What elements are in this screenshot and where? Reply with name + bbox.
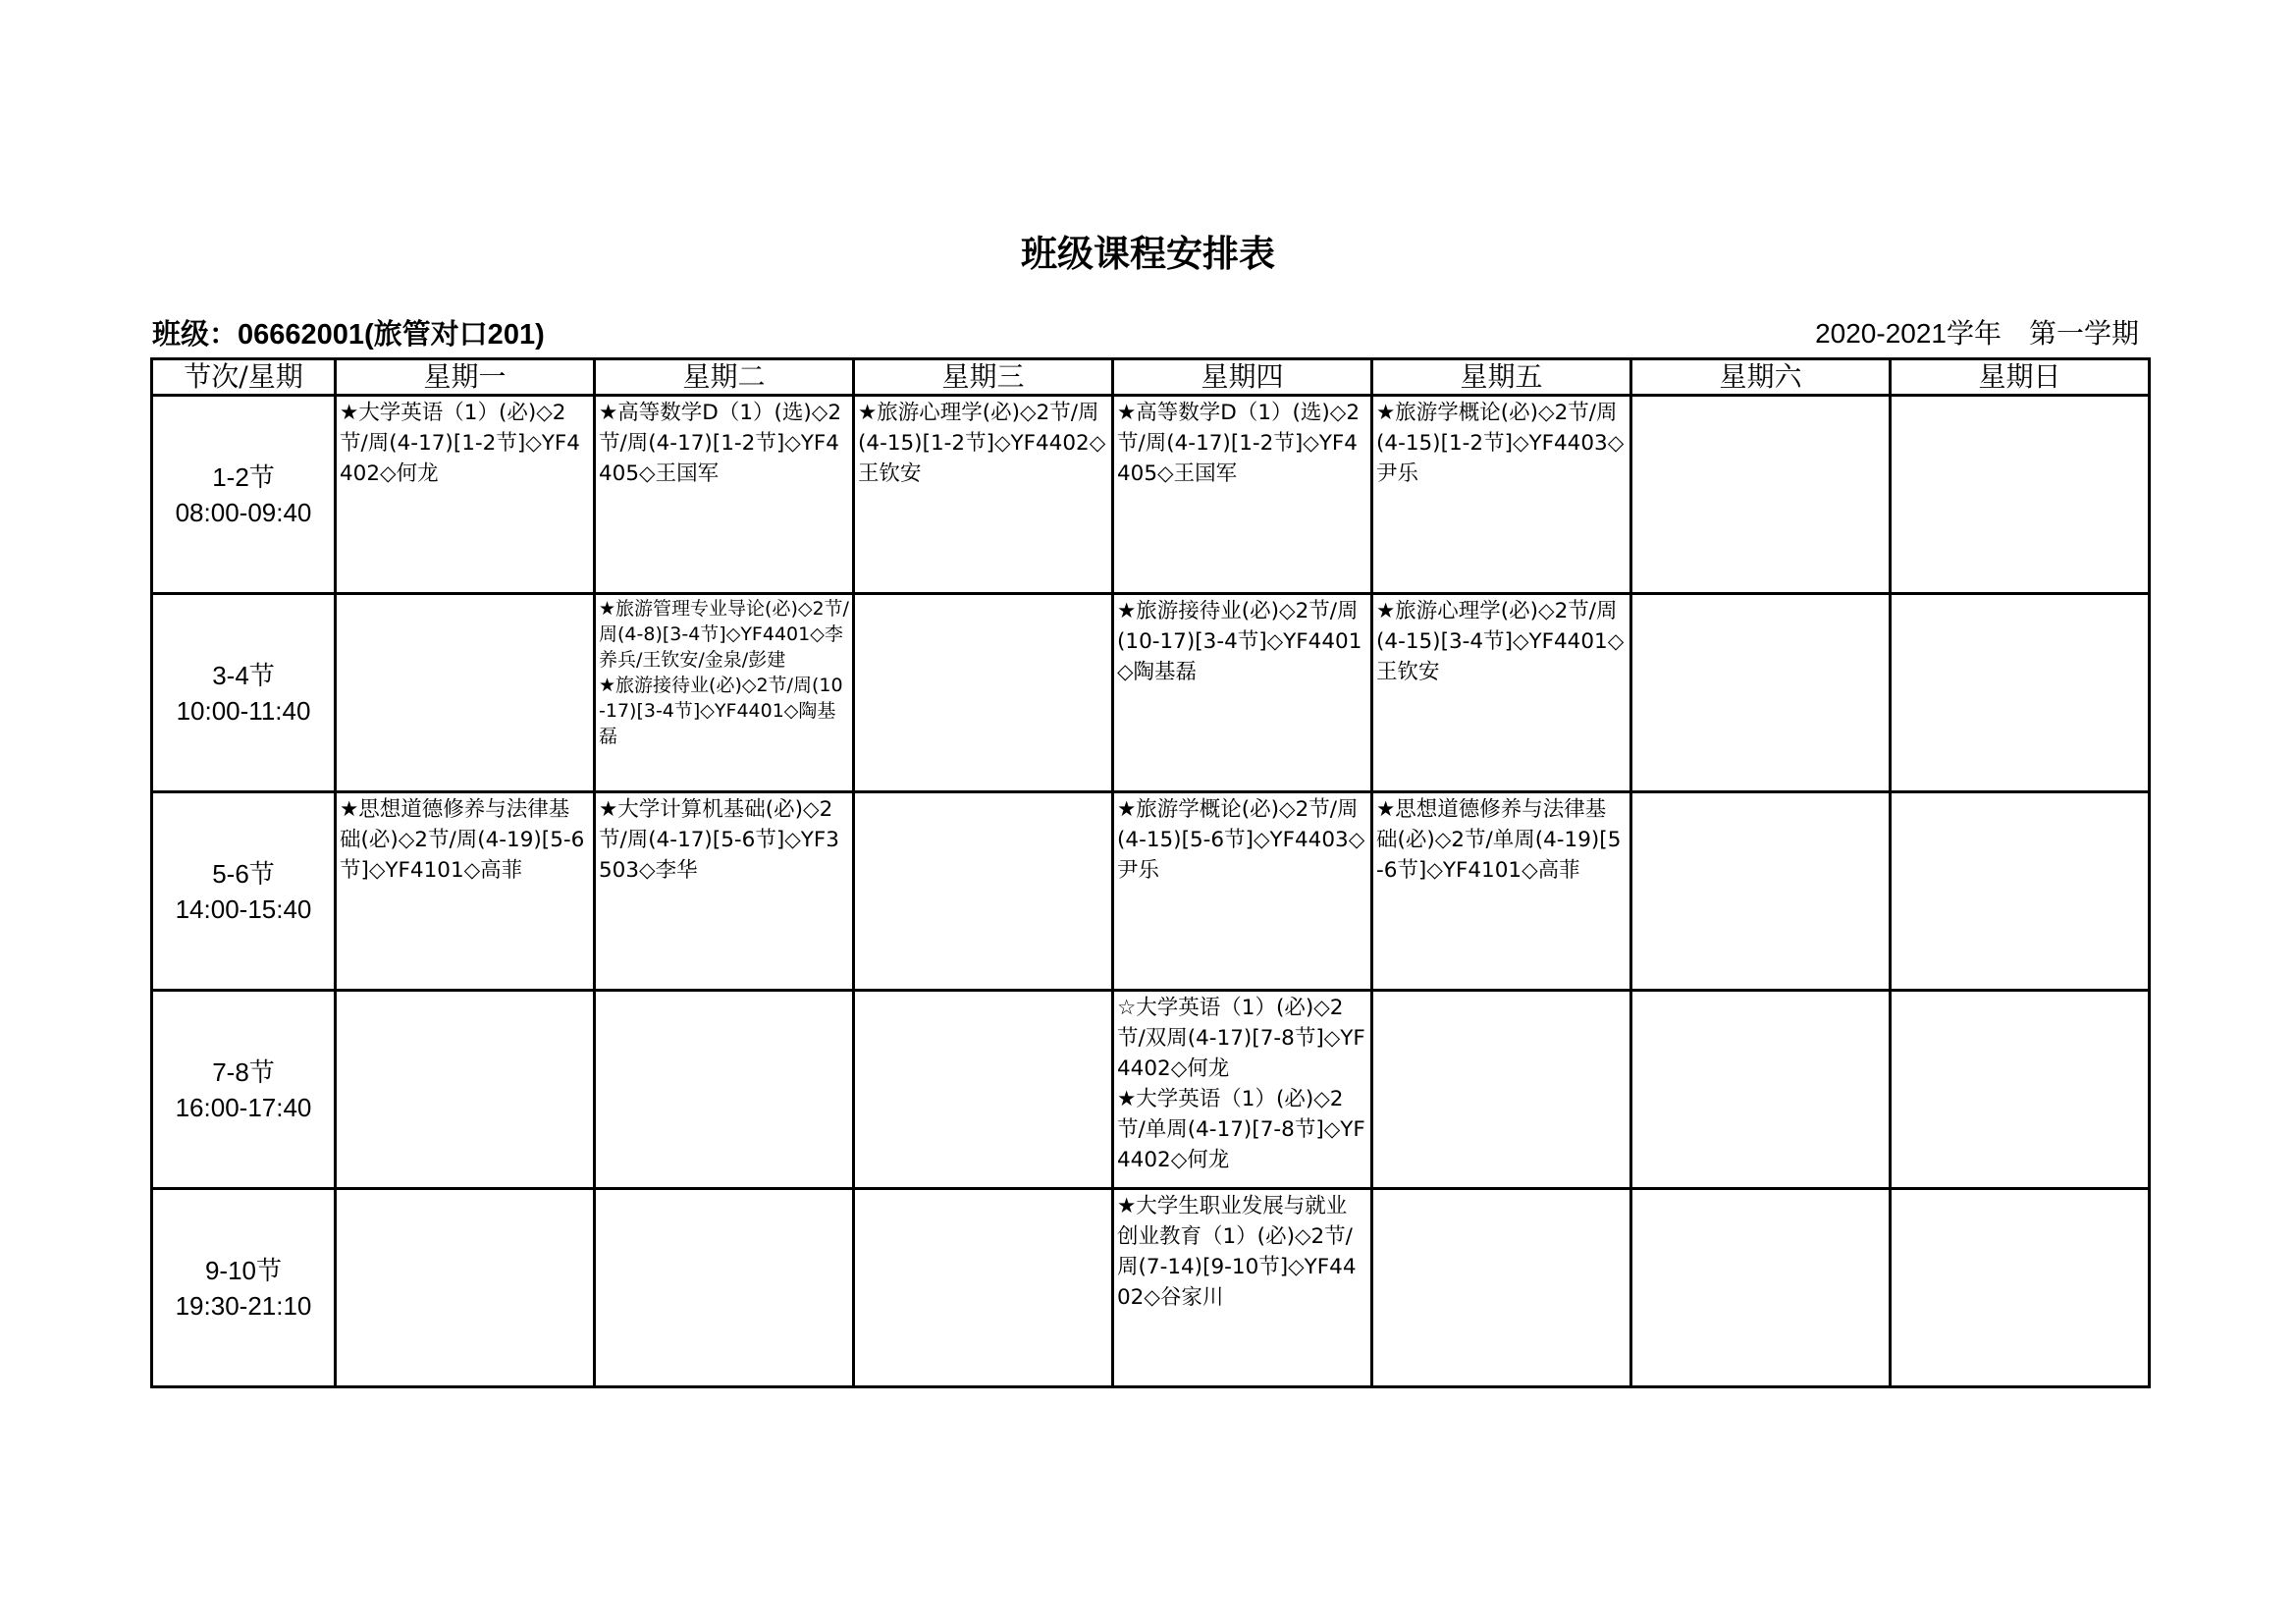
schedule-table bbox=[150, 357, 2151, 1388]
course-cell bbox=[1372, 792, 1631, 991]
course-text: ★大学英语（1）(必)◇2节/周(4-17)[1-2节]◇YF4402◇何龙 bbox=[340, 401, 580, 486]
course-text bbox=[855, 793, 1111, 795]
course-text bbox=[337, 992, 593, 994]
column-header: 星期一 bbox=[336, 359, 595, 396]
course-cell bbox=[1113, 991, 1372, 1189]
course-text bbox=[1892, 793, 2148, 795]
course-cell bbox=[1372, 1189, 1631, 1387]
column-header: 星期五 bbox=[1372, 359, 1631, 396]
period-time: 16:00-17:40 bbox=[175, 1092, 312, 1122]
course-cell bbox=[336, 1189, 595, 1387]
course-cell bbox=[1631, 1189, 1891, 1387]
period-label: 5-6节 bbox=[212, 858, 275, 889]
course-text: ★大学计算机基础(必)◇2节/周(4-17)[5-6节]◇YF3503◇李华 bbox=[599, 797, 839, 883]
course-text bbox=[1632, 992, 1889, 994]
course-cell bbox=[595, 792, 854, 991]
course-cell bbox=[854, 991, 1113, 1189]
semester: 第一学期 bbox=[2028, 318, 2139, 349]
course-cell bbox=[1372, 594, 1631, 792]
course-cell bbox=[336, 594, 595, 792]
course-text bbox=[1632, 793, 1889, 795]
table-row bbox=[152, 991, 2150, 1189]
course-cell bbox=[1631, 792, 1891, 991]
course-text bbox=[1892, 1190, 2148, 1192]
course-text: ★高等数学D（1）(选)◇2节/周(4-17)[1-2节]◇YF4405◇王国军 bbox=[599, 401, 841, 486]
term-label bbox=[1815, 312, 2139, 352]
course-cell bbox=[854, 396, 1113, 594]
course-cell bbox=[1891, 991, 2150, 1189]
course-text bbox=[1892, 397, 2148, 399]
academic-year: 2020-2021学年 bbox=[1815, 318, 2002, 349]
course-text: ★旅游学概论(必)◇2节/周(4-15)[5-6节]◇YF4403◇尹乐 bbox=[1117, 797, 1365, 883]
period-label: 7-8节 bbox=[212, 1056, 275, 1087]
course-cell bbox=[336, 396, 595, 594]
course-text bbox=[596, 1190, 852, 1192]
course-cell bbox=[1891, 396, 2150, 594]
course-text: ★思想道德修养与法律基础(必)◇2节/周(4-19)[5-6节]◇YF4101◇高菲 bbox=[340, 797, 585, 883]
course-text: ★高等数学D（1）(选)◇2节/周(4-17)[1-2节]◇YF4405◇王国军 bbox=[1117, 401, 1360, 486]
column-header: 星期三 bbox=[854, 359, 1113, 396]
course-cell bbox=[1631, 396, 1891, 594]
course-text: ★旅游心理学(必)◇2节/周(4-15)[3-4节]◇YF4401◇王钦安 bbox=[1376, 599, 1625, 684]
course-text bbox=[1632, 1190, 1889, 1192]
column-header: 节次/星期 bbox=[152, 359, 336, 396]
course-cell bbox=[1113, 1189, 1372, 1387]
course-cell bbox=[336, 991, 595, 1189]
column-header: 星期四 bbox=[1113, 359, 1372, 396]
course-text bbox=[1892, 595, 2148, 597]
course-text bbox=[855, 1190, 1111, 1192]
period-cell bbox=[152, 594, 336, 792]
course-text: ★思想道德修养与法律基础(必)◇2节/单周(4-19)[5-6节]◇YF4101◇高菲 bbox=[1376, 797, 1622, 883]
course-cell bbox=[336, 792, 595, 991]
period-time: 14:00-15:40 bbox=[175, 893, 312, 924]
period-cell bbox=[152, 1189, 336, 1387]
course-cell bbox=[595, 991, 854, 1189]
course-cell bbox=[595, 396, 854, 594]
course-text: ★大学生职业发展与就业创业教育（1）(必)◇2节/周(7-14)[9-10节]◇YF4402◇谷家川 bbox=[1117, 1194, 1357, 1310]
course-cell bbox=[595, 594, 854, 792]
period-cell bbox=[152, 991, 336, 1189]
period-time: 08:00-09:40 bbox=[175, 497, 312, 527]
course-text bbox=[596, 992, 852, 994]
course-cell bbox=[1113, 792, 1372, 991]
course-text bbox=[1892, 992, 2148, 994]
course-cell bbox=[1372, 991, 1631, 1189]
course-cell bbox=[854, 792, 1113, 991]
course-cell bbox=[854, 1189, 1113, 1387]
period-time: 10:00-11:40 bbox=[176, 695, 311, 726]
period-label: 1-2节 bbox=[212, 461, 275, 492]
course-text: ★旅游管理专业导论(必)◇2节/周(4-8)[3-4节]◇YF4401◇李养兵/王钦安/金泉/彭建 ★旅游接待业(必)◇2节/周(10-17)[3-4节]◇YF4401◇陶基磊 bbox=[599, 598, 849, 747]
table-row bbox=[152, 1189, 2150, 1387]
period-label: 9-10节 bbox=[204, 1255, 283, 1285]
period-time: 19:30-21:10 bbox=[175, 1290, 312, 1321]
course-text: ☆大学英语（1）(必)◇2节/双周(4-17)[7-8节]◇YF4402◇何龙 ★大学英语（1）(必)◇2节/单周(4-17)[7-8节]◇YF4402◇何龙 bbox=[1117, 996, 1365, 1172]
course-cell bbox=[1372, 396, 1631, 594]
column-header: 星期二 bbox=[595, 359, 854, 396]
column-header: 星期日 bbox=[1891, 359, 2150, 396]
period-cell bbox=[152, 792, 336, 991]
course-text bbox=[1373, 1190, 1629, 1192]
header-row bbox=[152, 359, 2150, 396]
course-text bbox=[1373, 992, 1629, 994]
course-cell bbox=[1631, 594, 1891, 792]
column-header: 星期六 bbox=[1631, 359, 1891, 396]
course-cell bbox=[1631, 991, 1891, 1189]
course-cell bbox=[1113, 396, 1372, 594]
period-label: 3-4节 bbox=[212, 660, 275, 690]
course-text bbox=[337, 1190, 593, 1192]
course-cell bbox=[595, 1189, 854, 1387]
course-text bbox=[1632, 397, 1889, 399]
course-cell bbox=[1891, 594, 2150, 792]
table-row bbox=[152, 792, 2150, 991]
course-cell bbox=[1891, 1189, 2150, 1387]
page-title: 班级课程安排表 bbox=[1021, 233, 1275, 275]
table-row bbox=[152, 594, 2150, 792]
course-text bbox=[855, 595, 1111, 597]
course-text bbox=[1632, 595, 1889, 597]
course-cell bbox=[1113, 594, 1372, 792]
course-text: ★旅游接待业(必)◇2节/周(10-17)[3-4节]◇YF4401◇陶基磊 bbox=[1117, 599, 1362, 684]
course-text: ★旅游心理学(必)◇2节/周(4-15)[1-2节]◇YF4402◇王钦安 bbox=[858, 401, 1106, 486]
class-label: 班级：06662001(旅管对口201) bbox=[152, 319, 545, 351]
course-cell bbox=[1891, 792, 2150, 991]
course-text: ★旅游学概论(必)◇2节/周(4-15)[1-2节]◇YF4403◇尹乐 bbox=[1376, 401, 1625, 486]
table-row bbox=[152, 396, 2150, 594]
period-cell bbox=[152, 396, 336, 594]
course-text bbox=[855, 992, 1111, 994]
course-text bbox=[337, 595, 593, 597]
course-cell bbox=[854, 594, 1113, 792]
